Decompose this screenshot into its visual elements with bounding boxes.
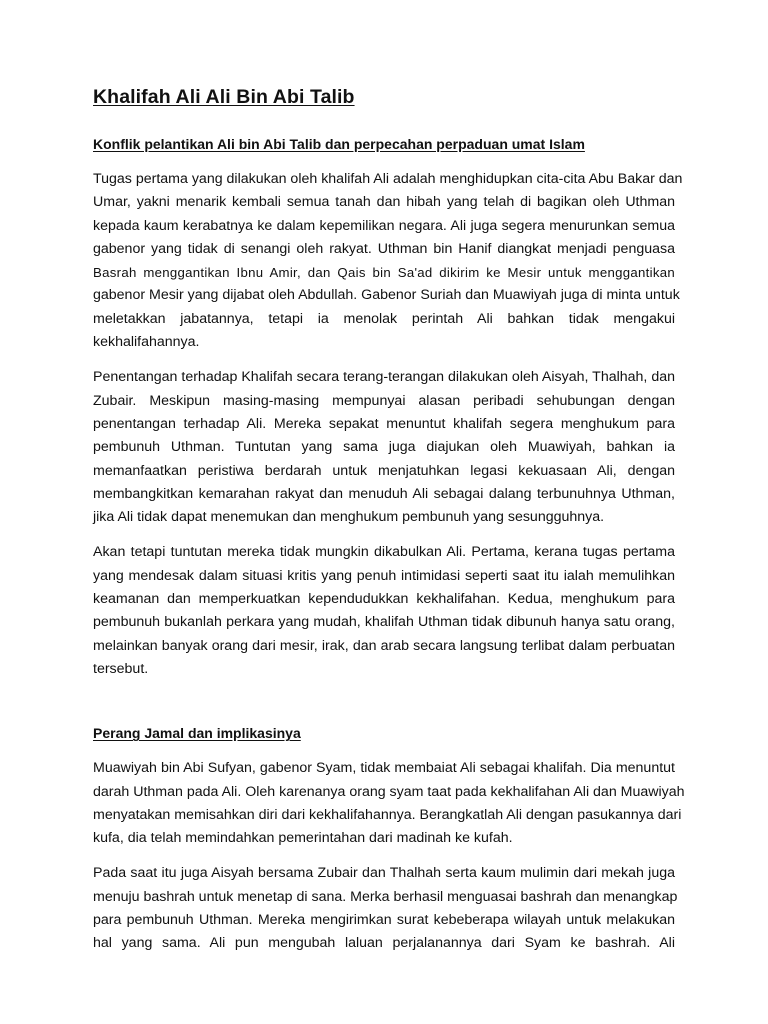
- text-line: pembunuh bukanlah perkara yang mudah, khalifah Uthman tidak dibunuh hanya satu orang,: [93, 614, 675, 631]
- document-title: Khalifah Ali Ali Bin Abi Talib: [93, 86, 355, 108]
- paragraph: [93, 366, 675, 529]
- text-line: kekhalifahannya.: [93, 334, 200, 351]
- paragraph: [93, 168, 683, 354]
- text-line: Zubair. Meskipun masing-masing mempunyai alasan peribadi sehubungan dengan: [93, 392, 675, 409]
- section-heading-konflik: Konflik pelantikan Ali bin Abi Talib dan perpecahan perpaduan umat Islam: [93, 136, 585, 152]
- text-line: tersebut.: [93, 660, 149, 677]
- text-line: hal yang sama. Ali pun mengubah laluan perjalanannya dari Syam ke bashrah. Ali: [93, 935, 675, 952]
- text-line: melainkan banyak orang dari mesir, irak, dan arab secara langsung terlibat dalam perbuatan: [93, 637, 675, 654]
- text-line: menyatakan memisahkan diri dari kekhalifahannya. Berangkatlah Ali dengan pasukannya dari: [93, 806, 682, 823]
- text-line: kufa, dia telah memindahkan pemerintahan dari madinah ke kufah.: [93, 830, 513, 847]
- text-line: memanfaatkan peristiwa berdarah untuk menjatuhkan legasi kekuasaan Ali, dengan: [93, 462, 675, 479]
- section-heading-perang-jamal: Perang Jamal dan implikasinya: [93, 725, 301, 742]
- section-spacer: [93, 693, 675, 723]
- text-line: menuju bashrah untuk menetap di sana. Merka berhasil menguasai bashrah dan menangkap: [93, 888, 678, 905]
- text-line: Muawiyah bin Abi Sufyan, gabenor Syam, tidak membaiat Ali sebagai khalifah. Dia menuntut: [93, 760, 675, 777]
- paragraph: [93, 862, 678, 955]
- text-line: Penentangan terhadap Khalifah secara terang-terangan dilakukan oleh Aisyah, Thalhah, dan: [93, 369, 675, 386]
- text-line: Tugas pertama yang dilakukan oleh khalifah Ali adalah menghidupkan cita-cita Abu Bakar dan: [93, 171, 683, 187]
- document-page: [93, 84, 685, 968]
- text-line: Akan tetapi tuntutan mereka tidak mungkin dikabulkan Ali. Pertama, kerana tugas pertama: [93, 544, 675, 561]
- text-line: yang mendesak dalam situasi kritis yang penuh intimidasi seperti saat itu ialah memulihkan: [93, 567, 675, 584]
- text-line: kepada kaum kerabatnya ke dalam kepemilikan negara. Ali juga segera menurunkan semua: [93, 217, 675, 234]
- text-line: penentangan terhadap Ali. Mereka sepakat menuntut khalifah segera menghukum para: [93, 415, 675, 432]
- text-line: para pembunuh Uthman. Mereka mengirimkan surat kebeberapa wilayah untuk melakukan: [93, 912, 675, 929]
- text-line: pembunuh Uthman. Tuntutan yang sama juga diajukan oleh Muawiyah, bahkan ia: [93, 439, 675, 456]
- text-line: jika Ali tidak dapat menemukan dan menghukum pembunuh yang sesungguhnya.: [93, 509, 605, 526]
- text-line: Umar, yakni menarik kembali semua tanah dan hibah yang telah di bagikan oleh Uthman: [93, 194, 675, 211]
- paragraph: [93, 541, 675, 681]
- text-line: darah Uthman pada Ali. Oleh karenanya orang syam taat pada kekhalifahan Ali dan Muawiyah: [93, 783, 685, 800]
- text-line: membangkitkan kemarahan rakyat dan menuduh Ali sebagai dalang terbunuhnya Uthman,: [93, 485, 675, 502]
- paragraph: [93, 757, 685, 850]
- text-line: meletakkan jabatannya, tetapi ia menolak perintah Ali bahkan tidak mengakui: [93, 310, 675, 327]
- text-line: Basrah menggantikan Ibnu Amir, dan Qais bin Sa'ad dikirim ke Mesir untuk menggantikan: [93, 265, 675, 281]
- text-line: keamanan dan memperkuatkan kependudukkan kekhalifahan. Kedua, menghukum para: [93, 591, 675, 608]
- text-line: Pada saat itu juga Aisyah bersama Zubair dan Thalhah serta kaum mulimin dari mekah juga: [93, 865, 675, 882]
- text-line: gabenor Mesir yang dijabat oleh Abdullah. Gabenor Suriah dan Muawiyah juga di minta untuk: [93, 287, 680, 304]
- text-line: gabenor yang tidak di senangi oleh rakyat. Uthman bin Hanif diangkat menjadi penguasa: [93, 240, 675, 257]
